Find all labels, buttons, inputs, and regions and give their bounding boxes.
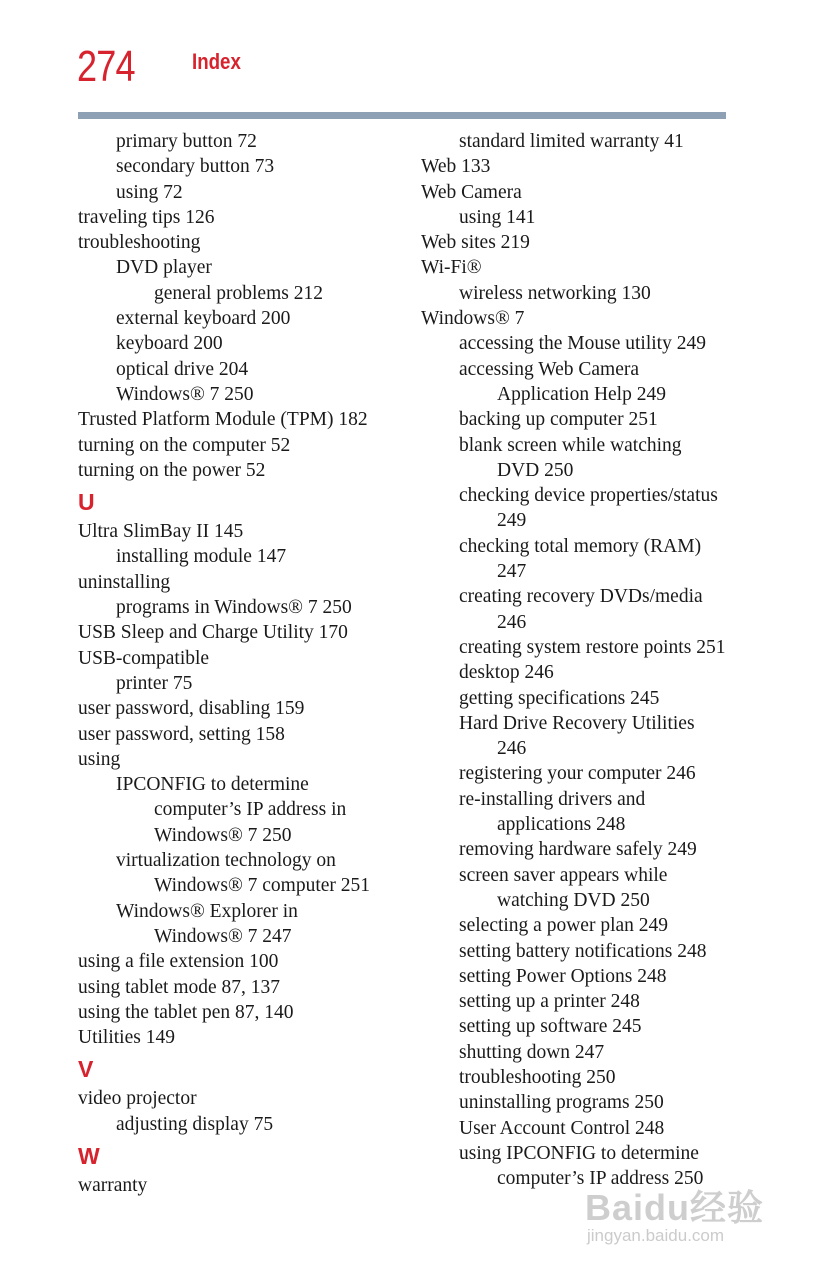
watermark-url: jingyan.baidu.com <box>587 1226 725 1245</box>
index-subentry: Windows® 7 computer 251 <box>154 875 371 897</box>
index-entry: traveling tips 126 <box>78 206 215 228</box>
index-subentry: Windows® 7 250 <box>154 824 292 846</box>
index-subentry: removing hardware safely 249 <box>459 839 697 861</box>
index-subentry: optical drive 204 <box>116 358 249 380</box>
index-entry: video projector <box>78 1088 197 1110</box>
section-title: Index <box>192 49 241 74</box>
index-column-right <box>421 129 741 1191</box>
index-subentry: computer’s IP address 250 <box>497 1168 704 1190</box>
index-entry: warranty <box>78 1174 148 1196</box>
index-subentry: DVD 250 <box>497 459 574 481</box>
index-subentry: standard limited warranty 41 <box>459 131 684 152</box>
index-entry: Wi-Fi® <box>421 257 482 279</box>
index-entry: Ultra SlimBay II 145 <box>78 521 244 543</box>
index-subentry: creating system restore points 251 <box>459 636 726 658</box>
index-subentry: using 72 <box>116 181 183 203</box>
index-subentry: 246 <box>497 738 527 760</box>
index-entry: Windows® 7 <box>421 308 525 330</box>
index-subentry: accessing Web Camera <box>459 358 639 380</box>
index-subentry: User Account Control 248 <box>459 1117 665 1139</box>
index-entry: troubleshooting <box>78 232 201 254</box>
index-entry: user password, setting 158 <box>78 723 285 745</box>
index-subentry: troubleshooting 250 <box>459 1066 616 1088</box>
index-subentry: setting up a printer 248 <box>459 991 640 1013</box>
index-subentry: accessing the Mouse utility 249 <box>459 333 706 355</box>
baidu-watermark <box>585 1160 785 1260</box>
section-letter: W <box>78 1142 100 1169</box>
index-entry: USB Sleep and Charge Utility 170 <box>78 622 348 644</box>
index-entry: Utilities 149 <box>78 1027 175 1049</box>
index-subentry: using 141 <box>459 206 536 228</box>
index-entry: Web 133 <box>421 156 491 178</box>
header-rule <box>78 112 726 119</box>
index-subentry: 247 <box>497 561 527 583</box>
index-subentry: Application Help 249 <box>497 383 666 405</box>
index-entry: using tablet mode 87, 137 <box>78 976 281 998</box>
index-entry: Web sites 219 <box>421 232 530 254</box>
index-entry: turning on the computer 52 <box>78 434 291 456</box>
index-subentry: adjusting display 75 <box>116 1113 274 1135</box>
index-subentry: computer’s IP address in <box>154 799 347 821</box>
index-subentry: wireless networking 130 <box>459 282 651 304</box>
index-subentry: watching DVD 250 <box>497 889 650 911</box>
index-entry: using the tablet pen 87, 140 <box>78 1001 294 1023</box>
index-subentry: setting up software 245 <box>459 1016 642 1038</box>
index-entry: Trusted Platform Module (TPM) 182 <box>78 409 368 431</box>
index-subentry: shutting down 247 <box>459 1041 605 1063</box>
index-subentry: re-installing drivers and <box>459 788 646 810</box>
index-subentry: 246 <box>497 611 527 633</box>
index-subentry: installing module 147 <box>116 546 287 568</box>
index-entry: using <box>78 748 121 770</box>
index-entry: turning on the power 52 <box>78 459 266 481</box>
index-subentry: programs in Windows® 7 250 <box>116 597 352 619</box>
index-subentry: applications 248 <box>497 814 626 836</box>
index-subentry: desktop 246 <box>459 662 554 684</box>
index-subentry: primary button 72 <box>116 131 257 152</box>
index-entry: uninstalling <box>78 571 171 593</box>
index-subentry: printer 75 <box>116 672 193 694</box>
index-subentry: keyboard 200 <box>116 333 223 355</box>
index-subentry: 249 <box>497 510 527 532</box>
index-subentry: creating recovery DVDs/media <box>459 586 703 608</box>
index-subentry: registering your computer 246 <box>459 763 696 785</box>
index-entry: user password, disabling 159 <box>78 698 305 720</box>
index-subentry: Windows® Explorer in <box>116 900 298 922</box>
index-subentry: Hard Drive Recovery Utilities <box>459 712 695 734</box>
index-entry: Web Camera <box>421 181 522 203</box>
index-column-left <box>78 129 408 1198</box>
index-subentry: getting specifications 245 <box>459 687 660 709</box>
index-subentry: external keyboard 200 <box>116 308 291 330</box>
index-subentry: general problems 212 <box>154 282 323 304</box>
index-entry: USB-compatible <box>78 647 210 669</box>
index-subentry: IPCONFIG to determine <box>116 774 309 796</box>
index-subentry: checking total memory (RAM) <box>459 535 702 557</box>
index-subentry: setting battery notifications 248 <box>459 940 707 962</box>
index-subentry: Windows® 7 250 <box>116 383 254 405</box>
section-letter: V <box>78 1056 94 1083</box>
index-subentry: virtualization technology on <box>116 850 336 872</box>
page-number: 274 <box>77 42 135 91</box>
index-subentry: selecting a power plan 249 <box>459 915 669 937</box>
index-subentry: secondary button 73 <box>116 156 275 178</box>
index-entry: using a file extension 100 <box>78 951 279 973</box>
index-subentry: screen saver appears while <box>459 864 668 886</box>
index-subentry: using IPCONFIG to determine <box>459 1142 699 1164</box>
index-subentry: blank screen while watching <box>459 434 682 456</box>
index-subentry: Windows® 7 247 <box>154 925 292 947</box>
watermark-logo: Baidu经验 <box>585 1187 765 1228</box>
index-subentry: backing up computer 251 <box>459 409 658 431</box>
section-letter: U <box>78 489 95 516</box>
index-subentry: checking device properties/status <box>459 485 718 507</box>
index-subentry: DVD player <box>116 257 212 279</box>
index-subentry: uninstalling programs 250 <box>459 1092 664 1114</box>
index-subentry: setting Power Options 248 <box>459 965 667 987</box>
